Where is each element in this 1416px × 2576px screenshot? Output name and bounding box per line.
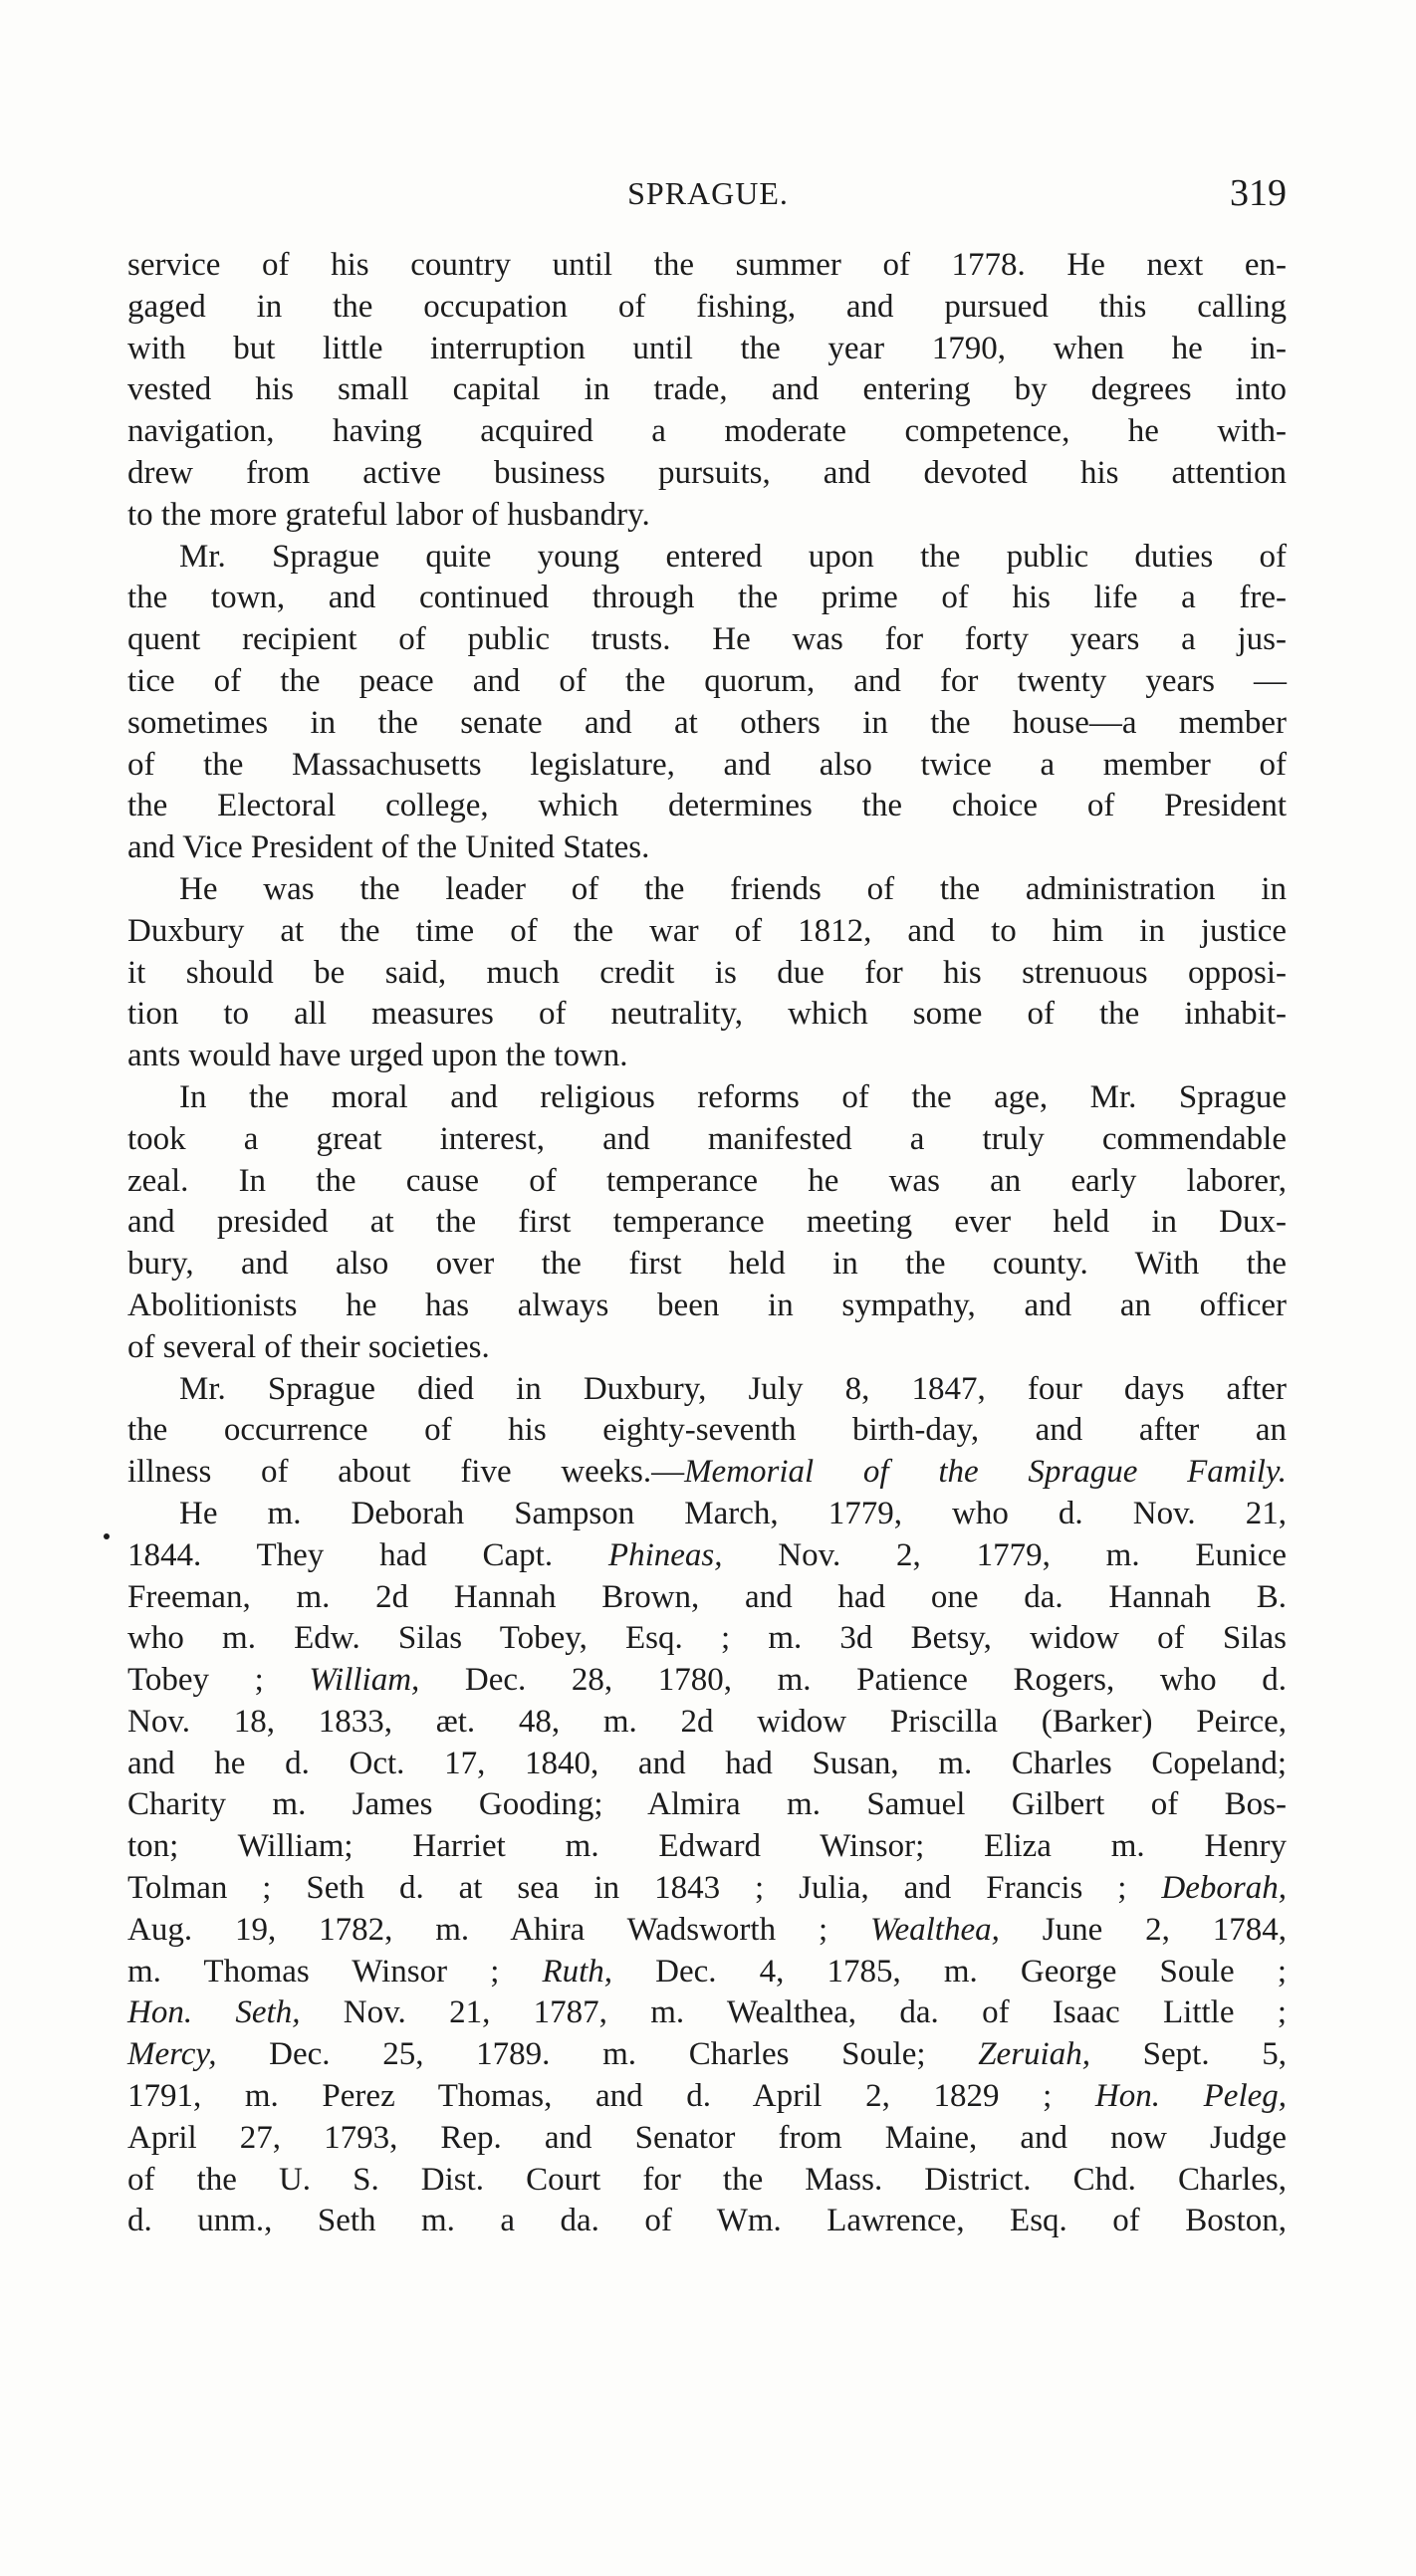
text-segment: Sept. 5, [1089, 2036, 1288, 2073]
text-line [127, 2034, 1287, 2076]
text-line [127, 786, 1287, 827]
italic-text-segment: Hon. Seth, [127, 1994, 301, 2031]
text-segment: gaged in the occupation of fishing, and pursued this calling [127, 288, 1287, 325]
text-segment: d. unm., Seth m. a da. of Wm. Lawrence, Esq. of Boston, [127, 2203, 1287, 2239]
text-segment: ton; William; Harriet m. Edward Winsor; Eliza m. Henry [127, 1828, 1287, 1865]
text-line [127, 453, 1287, 495]
text-segment: of the Massachusetts legislature, and also twice a member of [127, 746, 1287, 783]
text-segment: Duxbury at the time of the war of 1812, and to him in justice [127, 912, 1287, 949]
italic-text-segment: William, [309, 1662, 420, 1699]
text-segment: Freeman, m. 2d Hannah Brown, and had one da. Hannah B. [127, 1578, 1287, 1615]
text-segment: drew from active business pursuits, and devoted his attention [127, 454, 1287, 491]
text-line [127, 1494, 1287, 1535]
text-line [127, 869, 1287, 911]
text-segment: Tolman ; Seth d. at sea in 1843 ; Julia, and Francis ; [127, 1870, 1162, 1907]
text-segment: Aug. 19, 1782, m. Ahira Wadsworth ; [127, 1911, 871, 1948]
text-segment: the occurrence of his eighty-seventh birth-day, and after an [127, 1412, 1287, 1449]
text-line [127, 1535, 1287, 1577]
text-line [127, 1452, 1287, 1494]
text-segment: it should be said, much credit is due for his strenuous opposi- [127, 954, 1287, 991]
text-line [127, 1036, 1287, 1077]
text-line [127, 953, 1287, 995]
text-line [127, 1327, 1287, 1369]
running-title: SPRAGUE. [627, 175, 789, 211]
text-segment: He was the leader of the friends of the administration in [179, 870, 1287, 907]
text-segment: Mr. Sprague died in Duxbury, July 8, 1847, four days after [179, 1370, 1287, 1407]
text-segment: Dec. 25, 1789. m. Charles Soule; [216, 2036, 979, 2073]
italic-text-segment: Phineas, [607, 1536, 723, 1573]
text-segment: In the moral and religious reforms of the age, Mr. Sprague [179, 1078, 1287, 1115]
text-segment: 1791, m. Perez Thomas, and d. April 2, 1829 ; [127, 2078, 1095, 2115]
text-segment: 1844. They had Capt. [127, 1536, 608, 1573]
text-line [127, 1826, 1287, 1868]
text-segment: took a great interest, and manifested a truly commendable [127, 1120, 1287, 1157]
text-segment: vested his small capital in trade, and entering by degrees into [127, 371, 1287, 408]
text-line [127, 1077, 1287, 1119]
text-line [127, 537, 1287, 579]
text-line [127, 1660, 1287, 1702]
text-segment: zeal. In the cause of temperance he was an early laborer, [127, 1162, 1287, 1199]
body-text [127, 245, 1287, 2242]
text-segment: service of his country until the summer of 1778. He next en- [127, 247, 1287, 283]
text-segment: Charity m. James Gooding; Almira m. Samuel Gilbert of Bos- [127, 1786, 1287, 1823]
text-line [127, 495, 1287, 537]
text-line [127, 745, 1287, 787]
italic-text-segment: Memorial of the Sprague Family. [684, 1454, 1287, 1491]
text-segment: Dec. 28, 1780, m. Patience Rogers, who d. [419, 1662, 1287, 1699]
text-segment: the town, and continued through the prime of his life a fre- [127, 580, 1287, 616]
text-line [127, 1618, 1287, 1660]
running-head [0, 169, 1416, 219]
text-segment: navigation, having acquired a moderate competence, he with- [127, 413, 1287, 450]
text-segment: Tobey ; [127, 1662, 310, 1699]
text-segment: Nov. 2, 1779, m. Eunice [722, 1536, 1287, 1573]
text-line [127, 1577, 1287, 1619]
text-line [127, 911, 1287, 953]
text-line [127, 1784, 1287, 1826]
text-line [127, 369, 1287, 411]
italic-text-segment: Zeruiah, [978, 2036, 1090, 2073]
text-line [127, 1202, 1287, 1244]
text-segment: and presided at the first temperance meeting ever held in Dux- [127, 1204, 1287, 1241]
italic-text-segment: Hon. Peleg, [1094, 2078, 1288, 2115]
text-line [127, 329, 1287, 370]
text-segment: Nov. 18, 1833, æt. 48, m. 2d widow Priscilla (Barker) Peirce, [127, 1703, 1287, 1740]
text-line [127, 1286, 1287, 1327]
text-segment: sometimes in the senate and at others in the house—a member [127, 704, 1287, 741]
text-line [127, 245, 1287, 287]
text-line [127, 578, 1287, 619]
text-segment: of several of their societies. [127, 1328, 490, 1365]
text-line [127, 661, 1287, 703]
text-line [127, 1369, 1287, 1411]
italic-text-segment: Deborah, [1161, 1870, 1287, 1907]
text-segment: with but little interruption until the year 1790, when he in- [127, 330, 1287, 366]
text-segment: ants would have urged upon the town. [127, 1038, 628, 1074]
text-segment: quent recipient of public trusts. He was for forty years a jus- [127, 621, 1287, 658]
text-line [127, 2118, 1287, 2160]
text-line [127, 1161, 1287, 1203]
text-line [127, 1992, 1287, 2034]
text-segment: April 27, 1793, Rep. and Senator from Maine, and now Judge [127, 2119, 1287, 2156]
text-line [127, 994, 1287, 1036]
text-line [127, 287, 1287, 329]
text-segment: Dec. 4, 1785, m. George Soule ; [612, 1953, 1287, 1990]
text-segment: Abolitionists he has always been in sympathy, and an officer [127, 1287, 1287, 1323]
text-line [127, 1952, 1287, 1993]
text-line [127, 2076, 1287, 2118]
text-line [127, 1868, 1287, 1910]
text-line [127, 1702, 1287, 1744]
text-segment: tice of the peace and of the quorum, and for twenty years — [127, 662, 1287, 699]
text-segment: the Electoral college, which determines the choice of President [127, 788, 1287, 824]
text-line [127, 1244, 1287, 1286]
text-segment: June 2, 1784, [999, 1911, 1287, 1948]
text-line [127, 411, 1287, 453]
text-segment: illness of about five weeks.— [127, 1454, 685, 1491]
text-segment: tion to all measures of neutrality, which some of the inhabit- [127, 996, 1287, 1033]
text-segment: Nov. 21, 1787, m. Wealthea, da. of Isaac Little ; [300, 1994, 1287, 2031]
text-line [127, 1744, 1287, 1785]
margin-dot-mark [104, 1533, 110, 1539]
text-line [127, 619, 1287, 661]
text-segment: bury, and also over the first held in the county. With the [127, 1246, 1287, 1283]
text-line [127, 703, 1287, 745]
text-segment: and he d. Oct. 17, 1840, and had Susan, m. Charles Copeland; [127, 1745, 1287, 1781]
text-line [127, 1410, 1287, 1452]
italic-text-segment: Mercy, [127, 2036, 217, 2073]
text-line [127, 2160, 1287, 2202]
text-segment: and Vice President of the United States. [127, 829, 650, 866]
text-segment: to the more grateful labor of husbandry. [127, 496, 650, 533]
text-segment: He m. Deborah Sampson March, 1779, who d. Nov. 21, [179, 1495, 1287, 1531]
text-line [127, 1119, 1287, 1161]
text-segment: m. Thomas Winsor ; [127, 1953, 543, 1990]
italic-text-segment: Ruth, [542, 1953, 613, 1990]
text-line [127, 2201, 1287, 2242]
page-number: 319 [1230, 172, 1287, 214]
text-segment: Mr. Sprague quite young entered upon the public duties of [179, 538, 1287, 575]
text-segment: who m. Edw. Silas Tobey, Esq. ; m. 3d Betsy, widow of Silas [127, 1620, 1287, 1657]
text-line [127, 827, 1287, 869]
text-segment: of the U. S. Dist. Court for the Mass. District. Chd. Charles, [127, 2161, 1287, 2198]
text-line [127, 1910, 1287, 1952]
italic-text-segment: Wealthea, [870, 1911, 1000, 1948]
